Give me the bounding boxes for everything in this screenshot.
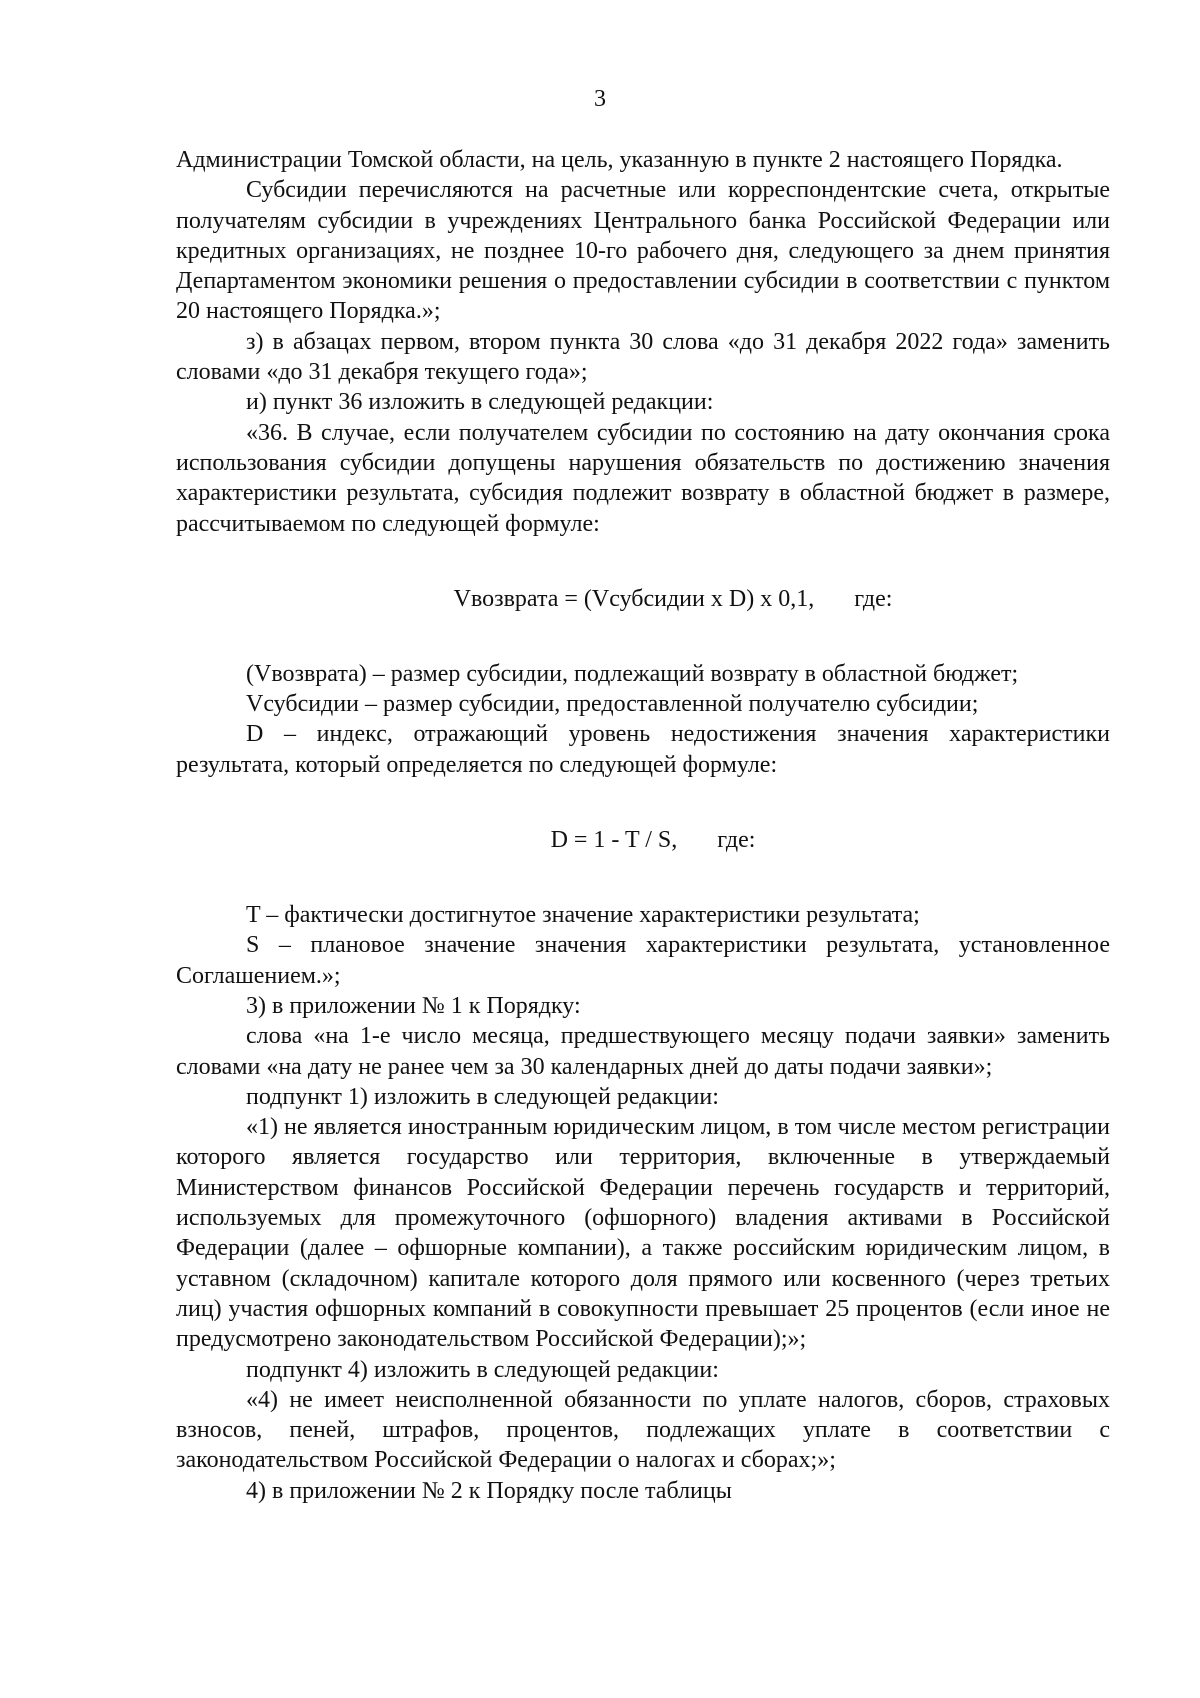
formula-index bbox=[176, 780, 1110, 900]
paragraph: «4) не имеет неисполненной обязанности по уплате налогов, сборов, страховых взносов, пеней, штрафов, процентов, подлежащих уплате в соответствии с законодательством Российской Федерации о налогах и сборах;»; bbox=[176, 1386, 1110, 1474]
paragraph: подпункт 1) изложить в следующей редакции: bbox=[246, 1083, 719, 1110]
paragraph-group-intro bbox=[176, 145, 1110, 539]
document-body bbox=[176, 145, 1110, 1506]
paragraph: T – фактически достигнутое значение характеристики результата; bbox=[246, 902, 920, 929]
formula-where: где: bbox=[717, 827, 756, 854]
formula-where: где: bbox=[854, 585, 893, 612]
paragraph: (Vвозврата) – размер субсидии, подлежащий возврату в областной бюджет; bbox=[246, 660, 1019, 687]
paragraph: «1) не является иностранным юридическим лицом, в том числе местом регистрации которого является государство или территория, включенные в утверждаемый Министерством финансов Российской Федерации перечень государств и территорий, используемых для промежуточного (офшорного) владения активами в Российской Федерации (далее – офшорные компании), а также российским юридическим лицом, в уставном (складочном) капитале которого доля прямого или косвенного (через третьих лиц) участия офшорных компаний в совокупности превышает 25 процентов (если иное не предусмотрено законодательством Российской Федерации);»; bbox=[176, 1114, 1110, 1353]
paragraph-group-definitions bbox=[176, 659, 1110, 780]
paragraph: D – индекс, отражающий уровень недостижения значения характеристики результата, который определяется по следующей формуле: bbox=[176, 721, 1110, 778]
paragraph: Субсидии перечисляются на расчетные или корреспондентские счета, открытые получателям субсидии в учреждениях Центрального банка Российской Федерации или кредитных организациях, не позднее 10-го рабочего дня, следующего за днем принятия Департаментом экономики решения о предоставлении субсидии в соответствии с пунктом 20 настоящего Порядка.»; bbox=[176, 177, 1110, 325]
paragraph-group-amendments bbox=[176, 900, 1110, 1506]
paragraph: и) пункт 36 изложить в следующей редакции: bbox=[246, 389, 714, 416]
paragraph: подпункт 4) изложить в следующей редакции: bbox=[246, 1356, 719, 1383]
paragraph: Администрации Томской области, на цель, указанную в пункте 2 настоящего Порядка. bbox=[176, 147, 1063, 173]
paragraph: з) в абзацах первом, втором пункта 30 слова «до 31 декабря 2022 года» заменить словами «до 31 декабря текущего года»; bbox=[176, 328, 1110, 386]
formula-refund bbox=[176, 539, 1110, 659]
paragraph: 3) в приложении № 1 к Порядку: bbox=[246, 992, 581, 1019]
formula-expression: Vвозврата = (Vсубсидии x D) x 0,1, bbox=[453, 585, 815, 612]
paragraph: «36. В случае, если получателем субсидии по состоянию на дату окончания срока использования субсидии допущены нарушения обязательств по достижению значения характеристики результата, субсидия подлежит возврату в областной бюджет в размере, рассчитываемом по следующей формуле: bbox=[176, 419, 1110, 537]
page-number: 3 bbox=[594, 86, 606, 112]
formula-expression: D = 1 - T / S, bbox=[550, 827, 678, 854]
paragraph: слова «на 1-е число месяца, предшествующего месяцу подачи заявки» заменить словами «на дату не ранее чем за 30 календарных дней до даты подачи заявки»; bbox=[176, 1023, 1110, 1080]
paragraph: Vсубсидии – размер субсидии, предоставленной получателю субсидии; bbox=[246, 691, 979, 718]
paragraph: S – плановое значение значения характеристики результата, установленное Соглашением.»; bbox=[176, 932, 1110, 989]
paragraph: 4) в приложении № 2 к Порядку после таблицы bbox=[246, 1477, 732, 1504]
